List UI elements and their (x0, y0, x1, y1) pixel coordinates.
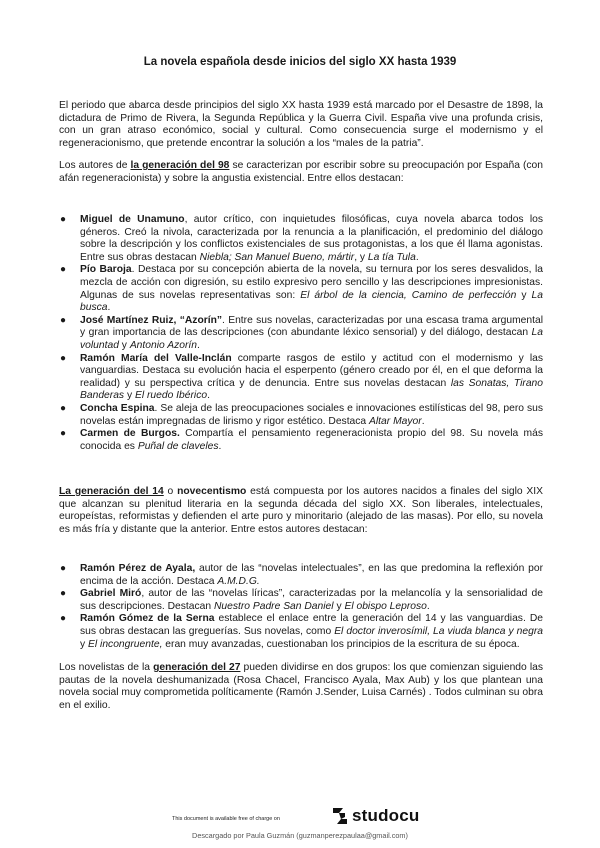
authors98-list (59, 214, 543, 453)
gen98-keyword: la generación del 98 (130, 160, 230, 171)
list-item: ● Pío Baroja. Destaca por su concepción abierta de la novela, su ternura por los seres desvalidos, la mezcla de acción con digresión, su estilo expresivo pero sencillo y las descripciones impresionistas. Algunas de sus novelas representativas son: El árbol de la ciencia, Camino de perfección y La busca. (60, 264, 543, 314)
gen98-paragraph (59, 160, 543, 185)
list-item: ● José Martínez Ruiz, “Azorín”. Entre sus novelas, caracterizadas por una escasa trama argumental y gran importancia de las descripciones (con abundante léxico sensorial) y del diálogo, destacan La voluntad y Antonio Azorín. (60, 314, 544, 351)
bullet-icon: ● (60, 214, 67, 225)
gen98-before: Los autores de (59, 160, 131, 171)
bullet-icon: ● (60, 613, 67, 625)
gen98-after: se caracterizan por escribir sobre su preocupación por España (con afán regeneracionista) y sobre la angustia existencial. Entre ellos destacan: (59, 160, 544, 184)
bullet-icon: ● (60, 264, 67, 276)
gen27-keyword: generación del 27 (153, 662, 241, 673)
studocu-logo-link[interactable] (331, 805, 420, 827)
bullet-icon: ● (60, 314, 67, 326)
studocu-logo-icon (331, 806, 349, 826)
gen14-keyword2: novecentismo (177, 486, 247, 497)
list-item: ● Miguel de Unamuno, autor crítico, con inquietudes filosóficas, cuya novela abarca todos los géneros. Creó la nivola, caracterizada por la renuncia a la planificación, el predominio del diálogo sobre la descripción y los conflictos existenciales de sus protagonistas, a los que él llama agonistas. Entre sus obras destacan Niebla; San Manuel Bueno, mártir, y La tía Tula. (60, 214, 543, 263)
gen27-paragraph: Los novelistas de la generación del 27 pueden dividirse en dos grupos: los que comienzan siguiendo las pautas de la novela deshumanizada (Rosa Chacel, Francisco Ayala, Max Aub) y los que plantean una novela social muy comprometida políticamente (Ramón J.Sender, Luisa Carnés) . Todos culminan su obra en el exilio. (59, 662, 544, 711)
gen14-paragraph: La generación del 14 o novecentismo está compuesta por los autores nacidos a finales del siglo XIX que alcanzan su plenitud literaria en la segunda década del siglo XX. Son liberales, intelectuales, europeístas, reformistas y defienden el arte puro y minoritario (alejado de las masas). Por ello, su novela es más fría y distante que la anterior. Entre estos autores destacan: (59, 486, 544, 535)
authors14-list (59, 563, 543, 651)
list-item: ● Carmen de Burgos. Compartía el pensamiento regeneracionista propio del 98. Su novela más conocida es Puñal de claveles. (60, 428, 543, 452)
bullet-icon: ● (60, 588, 67, 600)
list-item: ● Gabriel Miró, autor de las “novelas líricas”, caracterizadas por la melancolía y la sensorialidad de sus descripciones. Destacan Nuestro Padre San Daniel y El obispo Leproso. (60, 588, 543, 612)
download-info: Descargado por Paula Guzmán (guzmanperezpaulaa@gmail.com) (192, 831, 408, 840)
bullet-icon: ● (60, 428, 67, 440)
list-item: ● Ramón Pérez de Ayala, autor de las “novelas intelectuales”, en las que predomina la reflexión por encima de la acción. Destaca A.M.D.G. (60, 563, 544, 587)
bullet-icon: ● (60, 402, 67, 414)
document-title: La novela española desde inicios del siglo XX hasta 1939 (143, 56, 457, 68)
list-item: ● Ramón María del Valle-Inclán comparte rasgos de estilo y actitud con el modernismo y las vanguardias. Destaca su evolución hacia el esperpento (género creado por él, en el que deforma la realidad) y su perspectiva crítica y de denuncia. Entre sus novelas destacan las Sonatas, Tirano Banderas y El ruedo Ibérico. (60, 352, 544, 402)
bullet-icon: ● (60, 352, 67, 364)
list-item: ● Ramón Gómez de la Serna establece el enlace entre la generación del 14 y las vanguardias. De sus obras destacan las greguerías. Sus novelas, como El doctor inverosímil, La viuda blanca y negra y El incongruente, eran muy avanzadas, cuestionaban los principios de la escritura de su época. (60, 613, 544, 650)
intro-paragraph: El periodo que abarca desde principios del siglo XX hasta 1939 está marcado por el Desastre de 1898, la dictadura de Primo de Rivera, la Segunda República y la Guerra Civil. España vive una profunda crisis, con un gran atraso económico, social y cultural. Como consecuencia surge el modernismo y el regeneracionismo, que pretende encontrar la solución a los “males de la patria”. (59, 100, 543, 149)
studocu-logo-text: studocu (352, 806, 420, 825)
bullet-icon: ● (60, 563, 67, 574)
list-item: ● Concha Espina. Se aleja de las preocupaciones sociales e innovaciones estilísticas del 98, pero sus novelas están impregnadas de lirismo y rigor estético. Destaca Altar Mayor. (60, 402, 544, 427)
gen14-keyword: La generación del 14 (59, 486, 164, 497)
footer-availability-text: This document is available free of charge on (172, 816, 280, 822)
